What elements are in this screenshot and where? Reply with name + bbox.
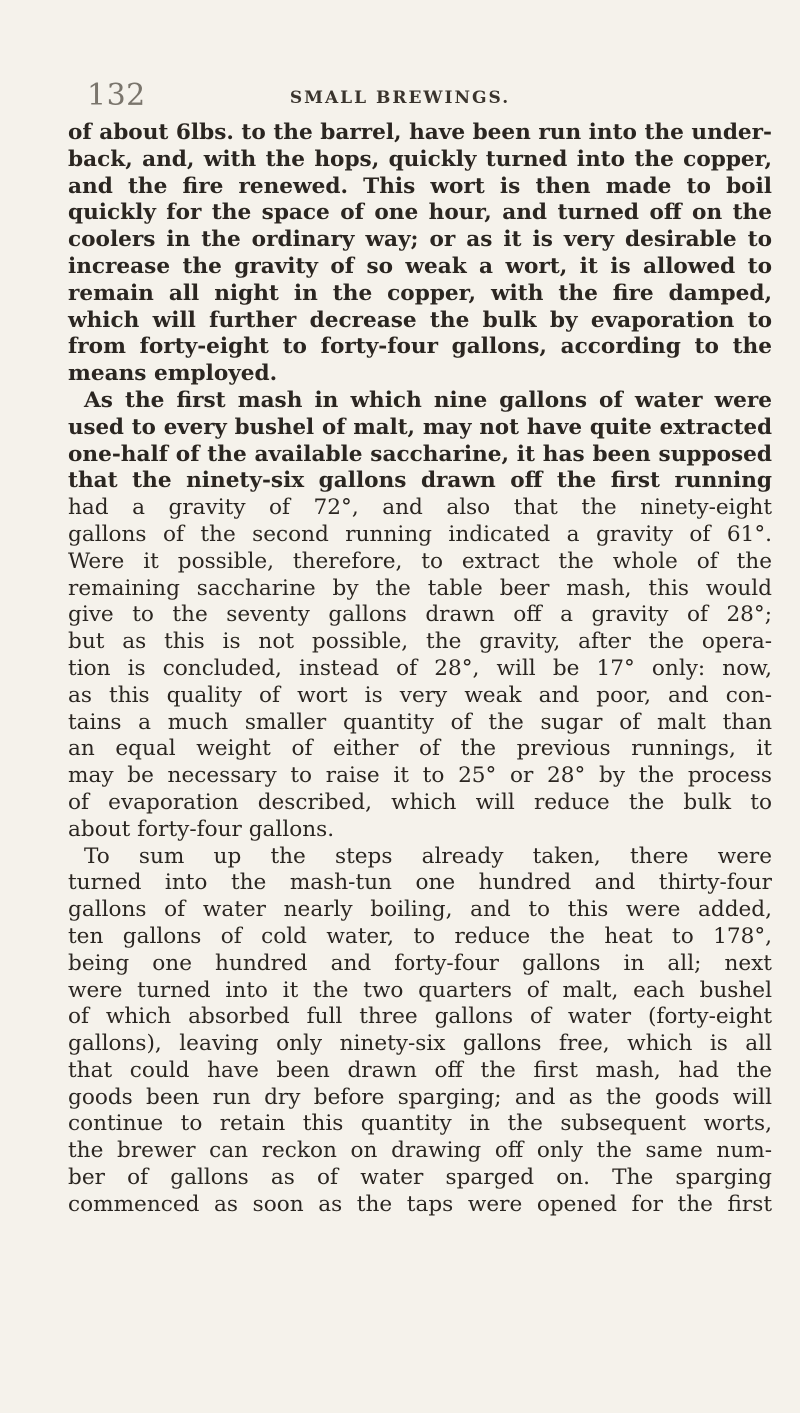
running-head: SMALL BREWINGS.: [289, 88, 511, 108]
text-line: quickly for the space of one hour, and turned off on the: [68, 200, 772, 226]
text-line: being one hundred and forty-four gallons in all; next: [68, 950, 772, 976]
text-line: tion is concluded, instead of 28°, will be 17° only: now,: [68, 655, 772, 681]
text-line: that the ninety-six gallons drawn off the first running: [68, 468, 772, 494]
text-line: the brewer can reckon on drawing off only the same num-: [68, 1138, 772, 1164]
text-line: one-half of the available saccharine, it has been supposed: [68, 441, 772, 467]
paragraph-start: To sum up the steps already taken, there were: [84, 843, 772, 869]
text-line: coolers in the ordinary way; or as it is very desirable to: [68, 227, 772, 253]
text-line: and the fire renewed. This wort is then made to boil: [68, 173, 772, 199]
text-line: about forty-four gallons.: [68, 816, 335, 842]
text-line: of which absorbed full three gallons of water (forty-eight: [68, 1004, 772, 1030]
text-line: back, and, with the hops, quickly turned into the copper,: [68, 146, 772, 172]
text-line: increase the gravity of so weak a wort, it is allowed to: [68, 253, 772, 279]
text-line: remain all night in the copper, with the fire damped,: [68, 280, 772, 306]
page-number: 132: [87, 78, 146, 113]
text-line: continue to retain this quantity in the subsequent worts,: [68, 1111, 772, 1137]
text-line: tains a much smaller quantity of the sugar of malt than: [68, 709, 772, 735]
text-line: give to the seventy gallons drawn off a gravity of 28°;: [68, 602, 772, 628]
text-line: of evaporation described, which will reduce the bulk to: [68, 789, 772, 815]
text-line: may be necessary to raise it to 25° or 28° by the process: [68, 763, 772, 789]
text-line: ten gallons of cold water, to reduce the heat to 178°,: [68, 923, 772, 949]
text-line: that could have been drawn off the first mash, had the: [68, 1057, 772, 1083]
text-line: means employed.: [68, 361, 278, 387]
text-line: from forty-eight to forty-four gallons, according to the: [68, 334, 772, 360]
text-line: which will further decrease the bulk by evaporation to: [68, 307, 772, 333]
text-line: were turned into it the two quarters of malt, each bushel: [68, 977, 772, 1003]
text-line: gallons of water nearly boiling, and to this were added,: [68, 897, 772, 923]
text-line: an equal weight of either of the previous runnings, it: [68, 736, 772, 762]
text-line: goods been run dry before sparging; and as the goods will: [68, 1084, 772, 1110]
text-line: turned into the mash-tun one hundred and thirty-four: [68, 870, 772, 896]
text-line: Were it possible, therefore, to extract the whole of the: [68, 548, 772, 574]
page-header: [0, 0, 800, 113]
text-line: of about 6lbs. to the barrel, have been run into the under-: [68, 120, 772, 145]
text-line: but as this is not possible, the gravity, after the opera-: [68, 629, 772, 655]
paragraph-start: As the first mash in which nine gallons of water were: [84, 387, 772, 413]
body-text: [68, 120, 772, 1219]
text-line: had a gravity of 72°, and also that the ninety-eight: [68, 495, 772, 521]
text-line: gallons of the second running indicated a gravity of 61°.: [68, 521, 772, 547]
text-line: as this quality of wort is very weak and poor, and con-: [68, 682, 772, 708]
text-line: remaining saccharine by the table beer mash, this would: [68, 575, 772, 601]
text-line: ber of gallons as of water sparged on. The sparging: [68, 1165, 772, 1191]
text-line: used to every bushel of malt, may not have quite extracted: [68, 414, 772, 440]
text-line: gallons), leaving only ninety-six gallons free, which is all: [68, 1031, 772, 1057]
text-line: commenced as soon as the taps were opened for the first: [68, 1191, 772, 1217]
